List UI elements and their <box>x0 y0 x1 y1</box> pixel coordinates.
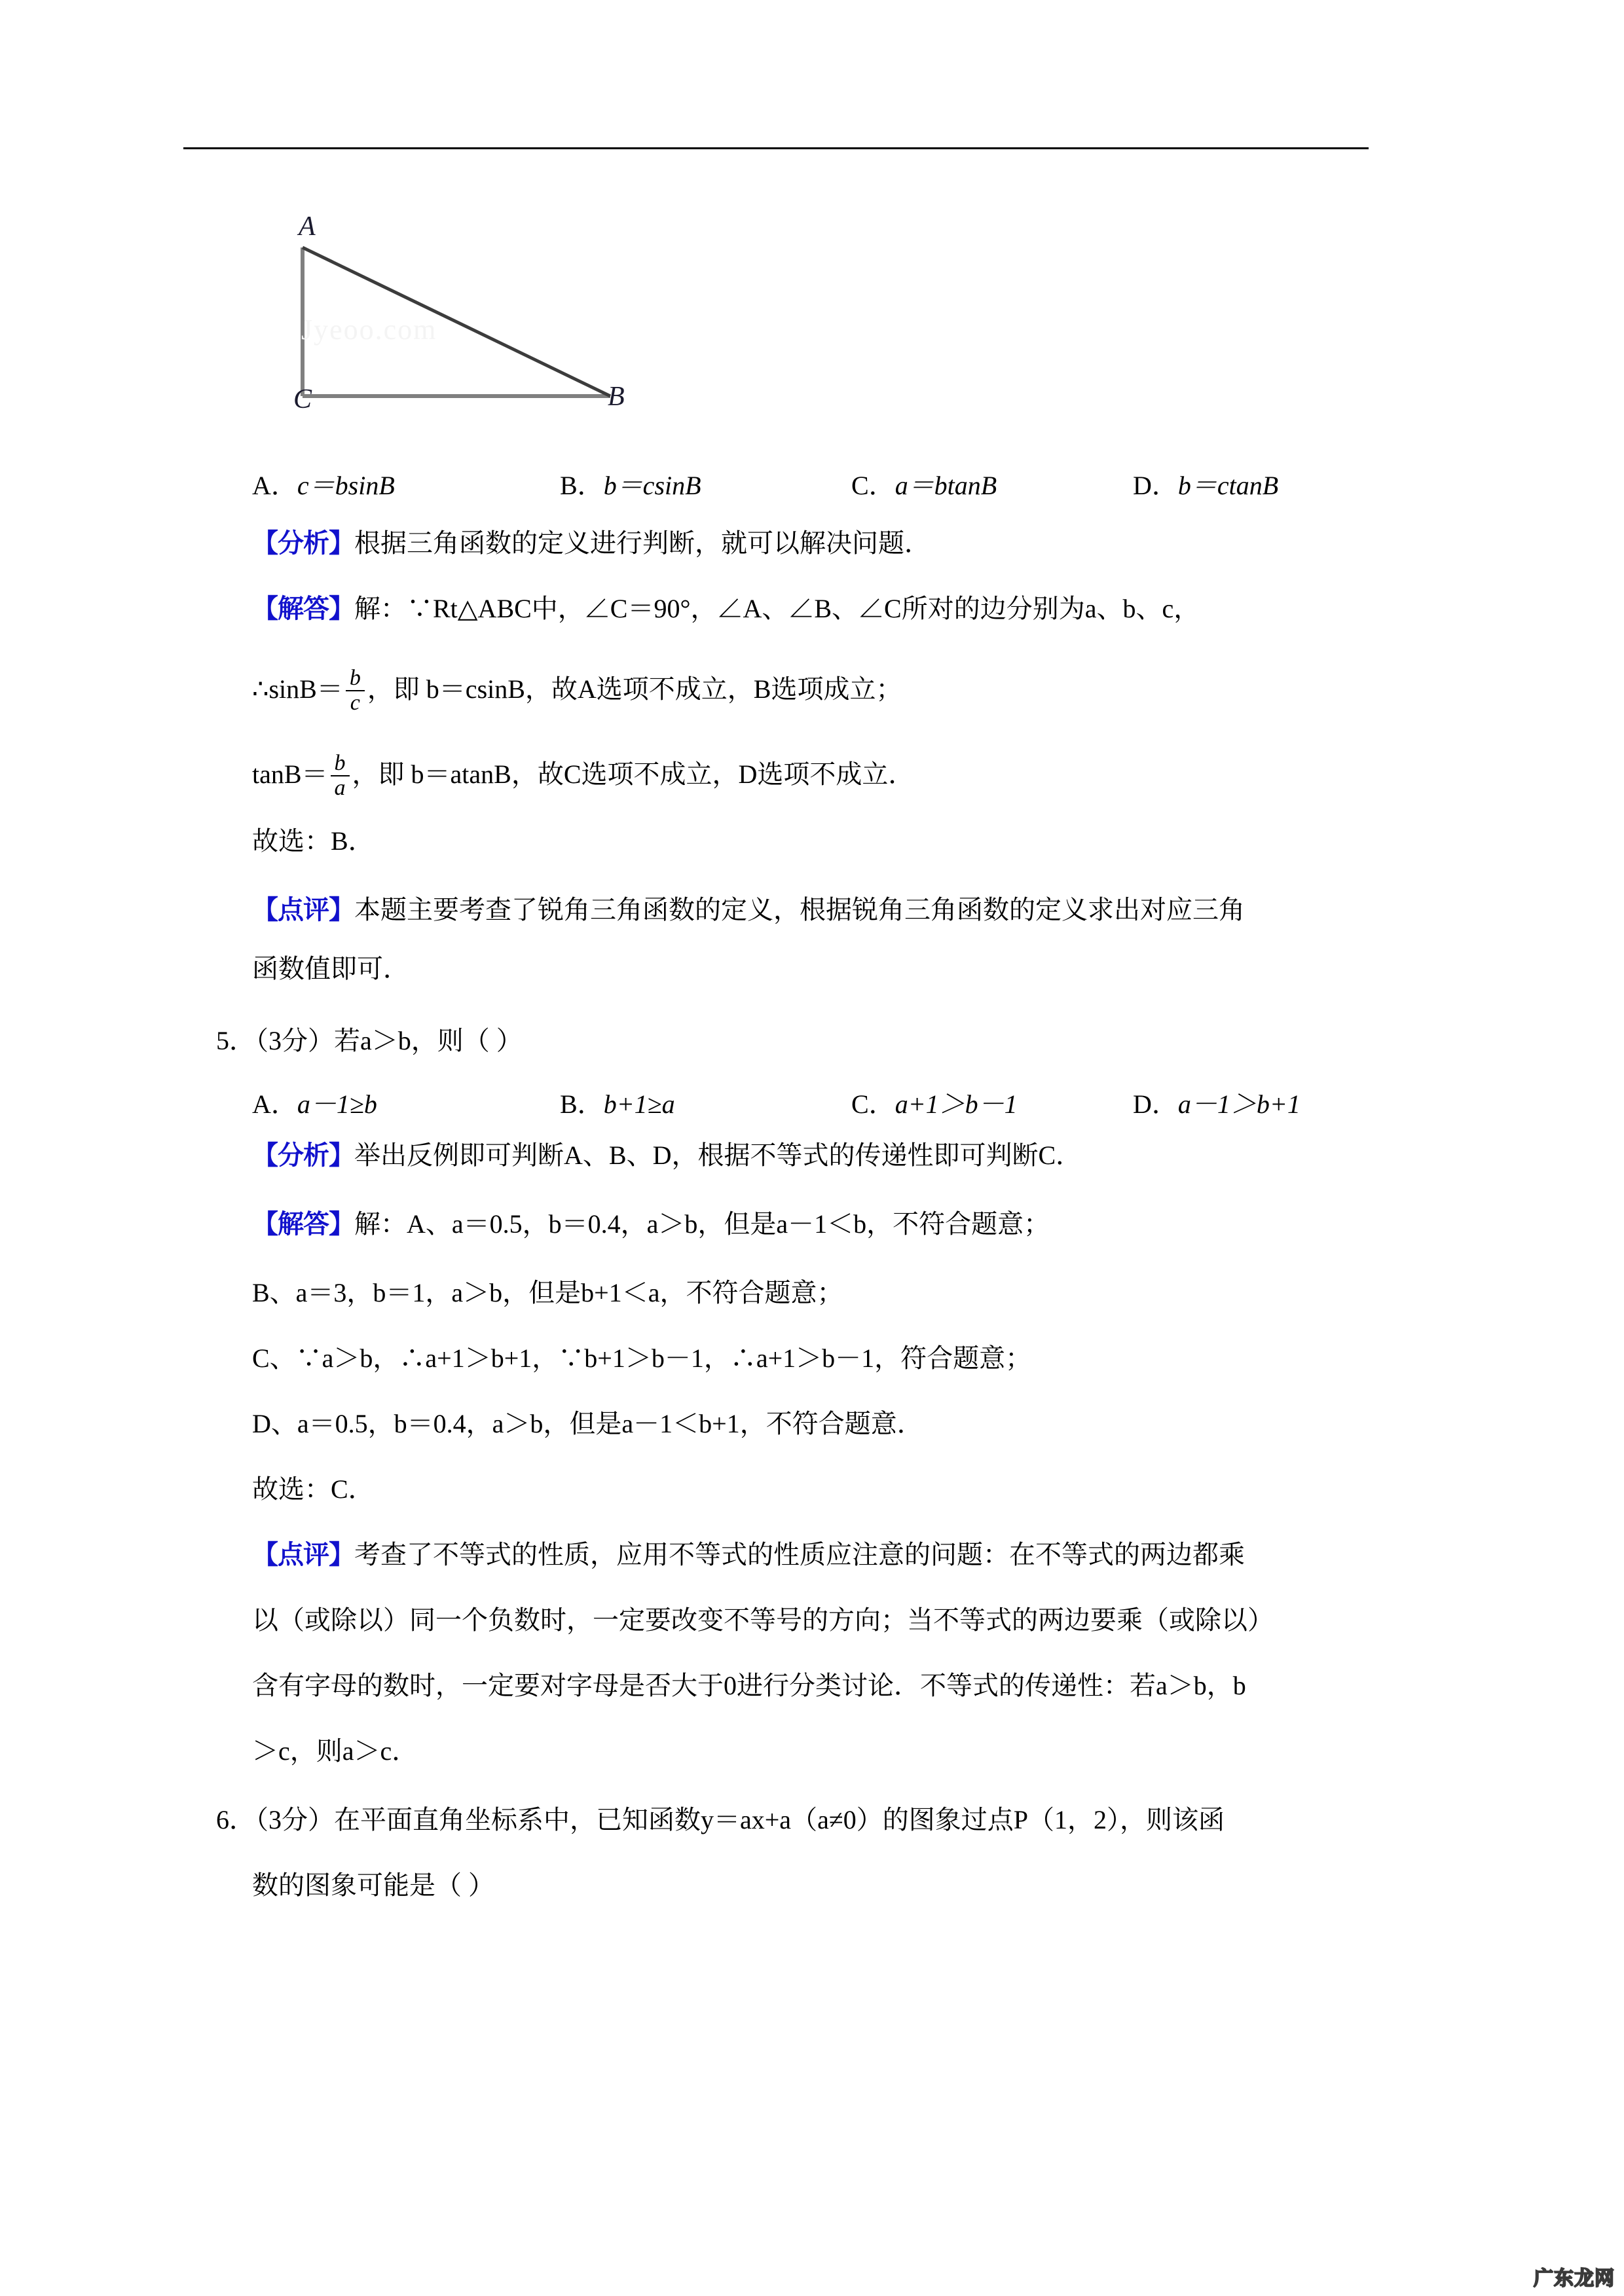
question4-solution-line2 <box>252 668 902 716</box>
question5-solution-d: D、a＝0.5，b＝0.4，a＞b，但是a－1＜b+1，不符合题意． <box>252 1409 923 1438</box>
vertex-label-b: B <box>608 382 625 412</box>
option-c-letter: C． <box>851 471 895 500</box>
option-b[interactable] <box>560 465 701 502</box>
question4-solution-line1 <box>252 596 1200 622</box>
option-b-text: b＝csinB <box>603 471 701 500</box>
fraction-denominator: a <box>331 775 350 800</box>
question6-number: 6．（3分） <box>216 1805 334 1834</box>
right-triangle-figure <box>288 196 655 412</box>
q5-option-c-letter: C． <box>851 1089 895 1119</box>
option-a-letter: A． <box>252 471 297 500</box>
option-c[interactable] <box>851 465 997 502</box>
sinb-expression-prefix: ∴sinB＝ <box>252 674 343 704</box>
question4-comment-line2: 函数值即可． <box>252 954 409 983</box>
option-d-letter: D． <box>1133 471 1178 500</box>
question5-solution-c: C、∵a＞b，∴a+1＞b+1，∵b+1＞b－1，∴a+1＞b－1，符合题意； <box>252 1343 1032 1373</box>
q5-option-d-text: a－1＞b+1 <box>1177 1089 1301 1119</box>
comment-tag: 【点评】 <box>252 1540 354 1569</box>
solution-text-a: 解：A、a＝0.5，b＝0.4，a＞b，但是a－1＜b，不符合题意； <box>354 1209 1050 1239</box>
tanb-expression-prefix: tanB＝ <box>252 759 328 789</box>
question6-stem-line1 <box>216 1807 1225 1833</box>
vertex-label-c: C <box>293 384 312 414</box>
fraction-numerator: b <box>349 666 361 690</box>
question5-conclusion: 故选：C． <box>252 1474 375 1504</box>
fraction-numerator: b <box>334 751 346 775</box>
question5-analysis <box>252 1142 1082 1169</box>
option-d[interactable] <box>1133 465 1278 502</box>
question5-comment-line1 <box>252 1542 1245 1568</box>
q5-option-b-letter: B． <box>560 1089 604 1119</box>
question4-analysis <box>252 530 931 556</box>
vertex-label-a: A <box>299 211 316 242</box>
fraction-b-over-a <box>331 752 350 799</box>
site-watermark: 广东龙网 <box>1534 2267 1615 2290</box>
q5-option-a-letter: A． <box>252 1089 297 1119</box>
sinb-expression-suffix: ，即 b＝csinB，故A选项不成立，B选项成立； <box>367 674 902 704</box>
analysis-tag: 【分析】 <box>252 528 354 558</box>
question5-stem-text: 若a＞b，则（ ） <box>334 1026 523 1055</box>
comment-text-1: 本题主要考查了锐角三角函数的定义，根据锐角三角函数的定义求出对应三角 <box>354 895 1245 924</box>
tanb-expression-suffix: ，即 b＝atanB，故C选项不成立，D选项不成立． <box>352 759 915 789</box>
q5-option-a[interactable] <box>252 1084 377 1121</box>
comment-tag: 【点评】 <box>252 895 354 924</box>
solution-tag: 【解答】 <box>252 594 354 623</box>
question5-comment-line4: ＞c，则a＞c． <box>252 1736 418 1766</box>
option-a-text: c＝bsinB <box>297 471 395 500</box>
question6-stem-line2: 数的图象可能是（ ） <box>252 1870 494 1900</box>
question5-stem <box>216 1028 523 1054</box>
figure-watermark: Jyeoo.com <box>301 314 437 346</box>
triangle-svg <box>288 196 655 412</box>
question6-stem-text-1: 在平面直角坐标系中，已知函数y＝ax+a（a≠0）的图象过点P（1，2），则该函 <box>334 1805 1225 1834</box>
question5-comment-line2: 以（或除以）同一个负数时，一定要改变不等号的方向；当不等式的两边要乘（或除以） <box>252 1605 1274 1635</box>
option-d-text: b＝ctanB <box>1177 471 1279 500</box>
fraction-b-over-c <box>346 666 365 714</box>
q5-option-b[interactable] <box>560 1084 675 1121</box>
analysis-tag: 【分析】 <box>252 1140 354 1170</box>
question5-solution-a <box>252 1211 1050 1237</box>
question4-comment-line1 <box>252 897 1245 923</box>
q5-option-a-text: a－1≥b <box>297 1089 377 1119</box>
option-a[interactable] <box>252 465 395 502</box>
comment-text-1: 考查了不等式的性质，应用不等式的性质应注意的问题：在不等式的两边都乘 <box>354 1540 1245 1569</box>
question5-number: 5．（3分） <box>216 1026 334 1055</box>
question5-comment-line3: 含有字母的数时，一定要对字母是否大于0进行分类讨论．不等式的传递性：若a＞b，b <box>252 1671 1246 1700</box>
option-c-text: a＝btanB <box>895 471 997 500</box>
option-b-letter: B． <box>560 471 604 500</box>
solution-text-1: 解：∵Rt△ABC中，∠C＝90°，∠A、∠B、∠C所对的边分别为a、b、c， <box>354 594 1200 623</box>
q5-option-b-text: b+1≥a <box>603 1089 675 1119</box>
q5-option-d-letter: D． <box>1133 1089 1178 1119</box>
q5-option-c[interactable] <box>851 1084 1018 1121</box>
header-rule <box>183 147 1369 149</box>
question4-solution-line3 <box>252 753 914 801</box>
q5-option-c-text: a+1＞b－1 <box>895 1089 1018 1119</box>
analysis-text: 举出反例即可判断A、B、D，根据不等式的传递性即可判断C． <box>354 1140 1082 1170</box>
q5-option-d[interactable] <box>1133 1084 1301 1121</box>
question5-solution-b: B、a＝3，b＝1，a＞b，但是b+1＜a，不符合题意； <box>252 1278 843 1307</box>
fraction-denominator: c <box>346 690 365 715</box>
analysis-text: 根据三角函数的定义进行判断，就可以解决问题． <box>354 528 931 558</box>
question4-conclusion: 故选：B． <box>252 826 375 856</box>
solution-tag: 【解答】 <box>252 1209 354 1239</box>
